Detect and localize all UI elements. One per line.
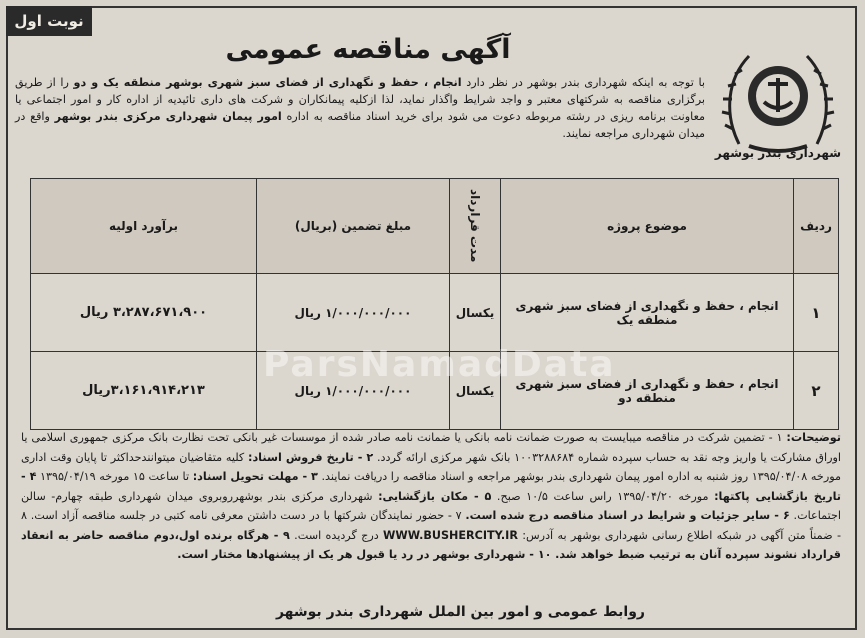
municipality-logo-icon xyxy=(719,34,837,162)
note-2-label: ۲ - تاریخ فروش اسناد: xyxy=(247,450,374,464)
note-3: تا ساعت ۱۵ مورخه ۱۳۹۵/۰۴/۱۹ xyxy=(40,470,190,483)
note-4-label: ۴ - تاریخ بازگشایی پاکتها: xyxy=(21,470,841,503)
cell-row-number: ۱ xyxy=(794,274,839,352)
table-row xyxy=(31,274,839,352)
cell-duration: یکسال xyxy=(450,352,501,430)
note-2: کلیه متقاضیان میتوانندحداکثر تا پایان وقت اداری مورخه ۱۳۹۵/۰۴/۰۸ روز شنبه به اداره امور پیمان شهرداری بندر بوشهر مراجعه و اسناد مناقصه را دریافت نمایند. xyxy=(21,450,842,483)
footer-signature: روابط عمومی و امور بین الملل شهرداری بندر بوشهر xyxy=(275,604,645,620)
cell-bond: ۱/۰۰۰/۰۰۰/۰۰۰ ریال xyxy=(257,352,450,430)
header-estimate: برآورد اولیه xyxy=(31,179,257,274)
intro-text-3: واقع در میدان شهرداری مراجعه نمایند. xyxy=(15,110,705,140)
notice-title: آگهی مناقصه عمومی xyxy=(225,34,511,65)
website-link[interactable]: WWW.BUSHERCITY.IR xyxy=(383,528,518,542)
notes-label: توضیحات: xyxy=(786,431,841,444)
note-6: ۶ - سایر جزئیات و شرایط در اسناد مناقصه درج شده است. xyxy=(465,509,790,522)
tender-notice xyxy=(6,6,857,630)
round-badge: نوبت اول xyxy=(6,6,92,36)
tender-table xyxy=(30,178,839,430)
note-8: ۸ - ضمناً متن آگهی در شبکه اطلاع رسانی شهرداری بوشهر به آدرس: xyxy=(21,509,841,542)
logo-caption: شهرداری بندر بوشهر xyxy=(714,146,842,160)
note-7: ۷ - حضور نمایندگان شرکتها با در دست داشتن معرفی نامه کتبی در جلسه مناقصه آزاد است. xyxy=(30,509,462,522)
cell-bond: ۱/۰۰۰/۰۰۰/۰۰۰ ریال xyxy=(257,274,450,352)
intro-bold-2: امور پیمان شهرداری مرکزی بندر بوشهر xyxy=(54,110,282,123)
cell-estimate: ۳،۲۸۷،۶۷۱،۹۰۰ ریال xyxy=(31,274,257,352)
note-5-label: ۵ - مکان بازگشایی: xyxy=(378,489,492,503)
header-subject: موضوع پروژه xyxy=(501,179,794,274)
intro-text-2: را از طریق برگزاری مناقصه به شرکتهای معتبر و واجد شرایط واگذار نماید، لذا ازکلیه پیمانکاران و شرکت های داری تائیدیه از اداره کار و امور اجتماعی یا معاونت برنامه ریزی در رشته مربوطه دعوت می شود برای خرید اسناد مناقصه به اداره xyxy=(15,76,705,123)
note-9: ۹ - هرگاه برنده اول،دوم مناقصه حاضر به انعقاد قرارداد نشوند سپرده آنان به ترتیب ضبط خواهد شد. xyxy=(21,528,841,561)
cell-duration: یکسال xyxy=(450,274,501,352)
watermark-text: ParsNamadData xyxy=(263,344,616,385)
cell-subject: انجام ، حفظ و نگهداری از فضای سبز شهری منطقه یک xyxy=(501,274,794,352)
notes-section xyxy=(21,428,841,565)
intro-bold-1: انجام ، حفظ و نگهداری از فضای سبز شهری بوشهر منطقه یک و دو xyxy=(73,76,462,89)
note-4: مورخه ۱۳۹۵/۰۴/۲۰ راس ساعت ۱۰/۵ صبح. xyxy=(496,489,709,503)
header-duration: مدت قرارداد xyxy=(450,179,501,274)
header-bond: مبلغ تضمین (بریال) xyxy=(257,179,450,274)
cell-subject: انجام ، حفظ و نگهداری از فضای سبز شهری منطقه دو xyxy=(501,352,794,430)
note-1: ۱ - تضمین شرکت در مناقصه میبایست به صورت ضمانت نامه بانکی یا ضمانت نامه صادر شده از موسسات غیر بانکی تحت نظارت بانک مرکزی جمهوری اسلامی یا اوراق مشارکت یا واریز وجه نقد به حساب سپرده شماره ۱۰۰۳۲۸۸۶۸۴ بانک شهر مرکزی ارائه گردد. xyxy=(21,431,841,464)
header-row-number: ردیف xyxy=(794,179,839,274)
note-10: ۱۰ - شهرداری بوشهر در رد یا قبول هر یک از پیشنهادها مختار است. xyxy=(177,548,552,561)
note-8-end: درج گردیده است. xyxy=(294,528,379,542)
note-5: شهرداری مرکزی بندر بوشهرروبروی میدان شهرداری طبقه چهارم- سالن اجتماعات. xyxy=(21,489,841,522)
cell-estimate: ۳،۱۶۱،۹۱۴،۲۱۳ریال xyxy=(31,352,257,430)
cell-row-number: ۲ xyxy=(794,352,839,430)
intro-paragraph xyxy=(15,74,705,142)
note-3-label: ۳ - مهلت تحویل اسناد: xyxy=(192,470,318,483)
table-header-row xyxy=(31,179,839,274)
intro-text-1: با توجه به اینکه شهرداری بندر بوشهر در نظر دارد xyxy=(466,76,705,89)
